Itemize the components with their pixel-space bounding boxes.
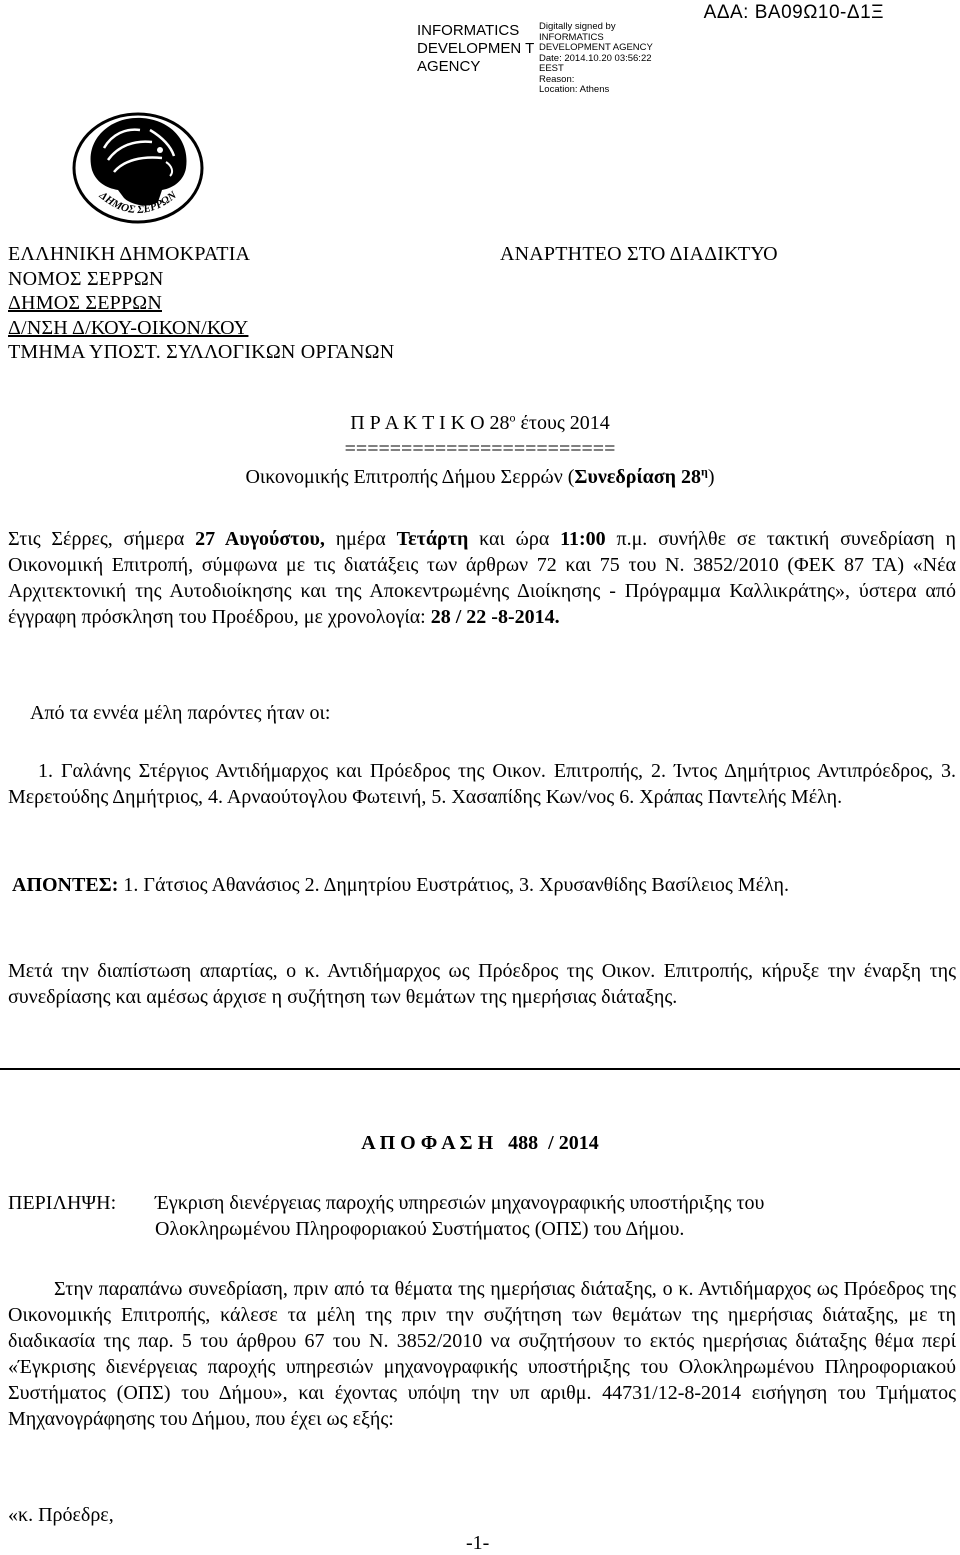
issuer-line: ΔΗΜΟΣ ΣΕΡΡΩΝ: [8, 292, 162, 314]
summary-text: [155, 1190, 955, 1242]
issuer-line: Δ/ΝΣΗ Δ/ΚΟΥ-ΟΙΚΟΝ/ΚΟΥ: [8, 316, 249, 339]
signature-signer-name: INFORMATICS DEVELOPMEN T AGENCY: [417, 22, 534, 75]
publish-notice: ΑΝΑΡΤΗΤΕΟ ΣΤΟ ΔΙΑΔΙΚΤΥΟ: [500, 243, 778, 265]
intro-text: Στις Σέρρες, σήμερα: [8, 528, 196, 550]
signature-line: Reason:: [539, 73, 575, 85]
signature-details: [539, 22, 689, 96]
present-intro: Από τα εννέα μέλη παρόντες ήταν οι:: [30, 702, 331, 724]
signature-line: Location: Athens: [539, 84, 610, 95]
issuer-header: [8, 242, 394, 365]
signature-line: Digitally signed by: [539, 21, 616, 32]
intro-date: 27 Αυγούστου,: [195, 528, 325, 550]
municipality-seal-logo: [62, 110, 212, 228]
page-number: -1-: [466, 1532, 490, 1554]
intro-text: π.μ. συνήλθε σε τακτική συνεδρίαση η Οικονομική Επιτροπή, σύμφωνα με τις διατάξεις των άρθρων 72 και 75 του Ν. 3852/2010 (ΦΕΚ 87 ΤΑ) «Νέα Αρχιτεκτονική της Αυτοδιοίκησης και της Αποκεντρωμένης Διοίκησης - Πρόγραμμα Καλλικράτης», ύστερα από έγγραφη πρόσκληση του Προέδρου, με χρονολογία:: [8, 528, 957, 628]
subtitle-sup: η: [701, 464, 708, 479]
intro-time: 11:00: [560, 528, 606, 550]
absent-list: 1. Γάτσιος Αθανάσιος 2. Δημητρίου Ευστράτιος, 3. Χρυσανθίδης Βασίλειος Μέλη.: [118, 874, 789, 896]
summary-label: ΠΕΡΙΛΗΨΗ:: [8, 1192, 117, 1214]
body-paragraph: Στην παραπάνω συνεδρίαση, πριν από τα θέματα της ημερήσιας διάταξης, ο κ. Αντιδήμαρχος ως Πρόεδρος της Οικονομικής Επιτροπής, κάλεσε τα μέλη της πριν την συζήτηση των θεμάτων της ημερήσιας διάταξης, με τη διαδικασία της παρ. 5 του άρθρου 67 του Ν. 3852/2010 να συζητήσουν το εκτός ημερήσιας διάταξης θέμα περί «Έγκρισης διενέργειας παροχής υπηρεσιών μηχανογραφικής υποστήριξης του Ολοκληρωμένου Πληροφοριακού Συστήματος (ΟΠΣ) του Δήμου», και έχοντας υπόψη την υπ αριθμ. 44731/12-8-2014 εισήγηση του Τμήματος Μηχανογράφησης του Δήμου, που έχει ως εξής:: [8, 1278, 956, 1430]
minutes-rule: ========================: [344, 438, 616, 460]
seal-text: ΔΗΜΟΣ ΣΕΡΡΩΝ: [96, 189, 179, 217]
ada-code: ΑΔΑ: ΒΑ09Ω10-Δ1Ξ: [703, 2, 884, 23]
minutes-title-sup: ο: [509, 410, 516, 425]
subtitle-text: Οικονομικής Επιτροπής Δήμου Σερρών (: [245, 466, 575, 488]
signature-line: INFORMATICS: [539, 31, 604, 43]
present-members: 1. Γαλάνης Στέργιος Αντιδήμαρχος και Πρόεδρος της Οικον. Επιτροπής, 2. Ίντος Δημήτριος Αντιπρόεδρος, 3. Μερετούδης Δημήτριος, 4. Αρναούτογλου Φωτεινή, 5. Χασαπίδης Κων/νος 6. Χράπας Παντελής Μέλη.: [8, 760, 956, 808]
summary-line: Έγκριση διενέργειας παροχής υπηρεσιών μηχανογραφικής υποστήριξης του: [155, 1192, 765, 1214]
minutes-title-text: Π Ρ Α Κ Τ Ι Κ Ο 28: [350, 412, 510, 434]
quorum-paragraph: Μετά την διαπίστωση απαρτίας, ο κ. Αντιδήμαρχος ως Πρόεδρος της Οικον. Επιτροπής, κήρυξε την έναρξη της συνεδρίασης και αμέσως άρχισε η συζήτηση των θεμάτων της ημερήσιας διάταξης.: [8, 960, 956, 1008]
intro-paragraph: [8, 526, 956, 630]
minutes-subtitle: [0, 466, 960, 489]
intro-day: Τετάρτη: [396, 528, 469, 550]
signature-line: DEVELOPMENT AGENCY: [539, 42, 653, 53]
absent-label: ΑΠΟΝΤΕΣ:: [12, 874, 119, 896]
summary-line: Ολοκληρωμένου Πληροφοριακού Συστήματος (ΟΠΣ) του Δήμου.: [155, 1218, 685, 1240]
minutes-title: [0, 412, 960, 435]
subtitle-session: Συνεδρίαση 28: [574, 466, 702, 488]
intro-text: και ώρα: [468, 528, 561, 550]
divider-line: [0, 1068, 960, 1070]
issuer-line: ΝΟΜΟΣ ΣΕΡΡΩΝ: [8, 267, 164, 290]
intro-invite-date: 28 / 22 -8-2014.: [430, 606, 560, 628]
signature-line: EEST: [539, 63, 564, 74]
salutation: «κ. Πρόεδρε,: [8, 1504, 114, 1526]
subtitle-close: ): [707, 466, 715, 488]
issuer-line: ΕΛΛΗΝΙΚΗ ΔΗΜΟΚΡΑΤΙΑ: [8, 243, 251, 265]
intro-text: ημέρα: [324, 528, 397, 550]
minutes-title-year: έτους 2014: [515, 412, 610, 434]
absent-members: [8, 872, 956, 898]
decision-title: Α Π Ο Φ Α Σ Η 488 / 2014: [361, 1132, 599, 1154]
signature-line: Date: 2014.10.20 03:56:22: [539, 52, 652, 64]
issuer-line: ΤΜΗΜΑ ΥΠΟΣΤ. ΣΥΛΛΟΓΙΚΩΝ ΟΡΓΑΝΩΝ: [8, 341, 395, 363]
